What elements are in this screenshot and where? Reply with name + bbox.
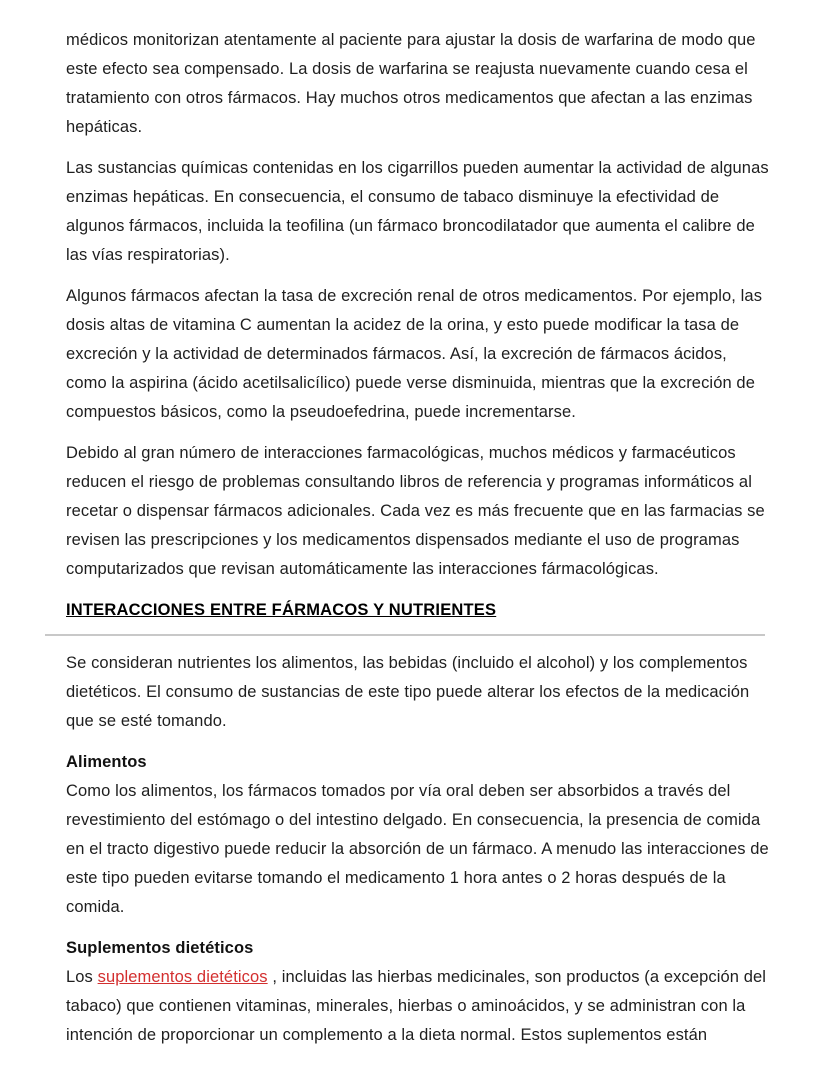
section-divider [45, 634, 765, 636]
paragraph-warfarina: médicos monitorizan atentamente al paciente para ajustar la dosis de warfarina de modo que este efecto sea compensado. La dosis de warfarina se reajusta nuevamente cuando cesa el tratamiento con otros fármacos. Hay muchos otros medicamentos que afectan a las enzimas hepáticas. [66, 31, 756, 136]
paragraph-interacciones-farmacologicas: Debido al gran número de interacciones farmacológicas, muchos médicos y farmacéuticos reducen el riesgo de problemas consultando libros de referencia y programas informáticos al recetar o dispensar fármacos adicionales. Cada vez es más frecuente que en las farmacias se revisen las prescripciones y los medicamentos dispensados mediante el uso de programas computarizados que revisan automáticamente las interacciones fármacológicas. [66, 444, 765, 578]
section-heading-farmacos-nutrientes: INTERACCIONES ENTRE FÁRMACOS Y NUTRIENTES [66, 601, 497, 619]
paragraph-cigarrillos: Las sustancias químicas contenidas en los cigarrillos pueden aumentar la actividad de algunas enzimas hepáticas. En consecuencia, el consumo de tabaco disminuye la efectividad de algunos fármacos, incluida la teofilina (un fármaco broncodilatador que aumenta el calibre de las vías respiratorias). [66, 159, 769, 264]
subheading-suplementos-dieteticos: Suplementos dietéticos [66, 939, 254, 957]
paragraph-suplementos-dieteticos [66, 963, 770, 1050]
paragraph-excrecion-renal: Algunos fármacos afectan la tasa de excreción renal de otros medicamentos. Por ejemplo, las dosis altas de vitamina C aumentan la acidez de la orina, y esto puede modificar la tasa de excreción y la actividad de determinados fármacos. Así, la excreción de fármacos ácidos, como la aspirina (ácido acetilsalicílico) puede verse disminuida, mientras que la excreción de compuestos básicos, como la pseudoefedrina, puede incrementarse. [66, 287, 763, 421]
suplementos-text-after: , incluidas las hierbas medicinales, son productos (a excepción del tabaco) que contienen vitaminas, minerales, hierbas o aminoácidos, y se administran con la intención de proporcionar un complemento a la dieta normal. Estos suplementos están [66, 968, 767, 1044]
suplementos-dieteticos-link[interactable]: suplementos dietéticos [97, 968, 268, 986]
suplementos-text-before: Los [66, 968, 98, 986]
paragraph-alimentos: Como los alimentos, los fármacos tomados por vía oral deben ser absorbidos a través del revestimiento del estómago o del intestino delgado. En consecuencia, la presencia de comida en el tracto digestivo puede reducir la absorción de un fármaco. A menudo las interacciones de este tipo pueden evitarse tomando el medicamento 1 hora antes o 2 horas después de la comida. [66, 782, 769, 916]
subheading-alimentos: Alimentos [66, 753, 147, 771]
paragraph-nutrientes-lead: Se consideran nutrientes los alimentos, las bebidas (incluido el alcohol) y los complementos dietéticos. El consumo de sustancias de este tipo puede alterar los efectos de la medicación que se esté tomando. [66, 654, 750, 730]
